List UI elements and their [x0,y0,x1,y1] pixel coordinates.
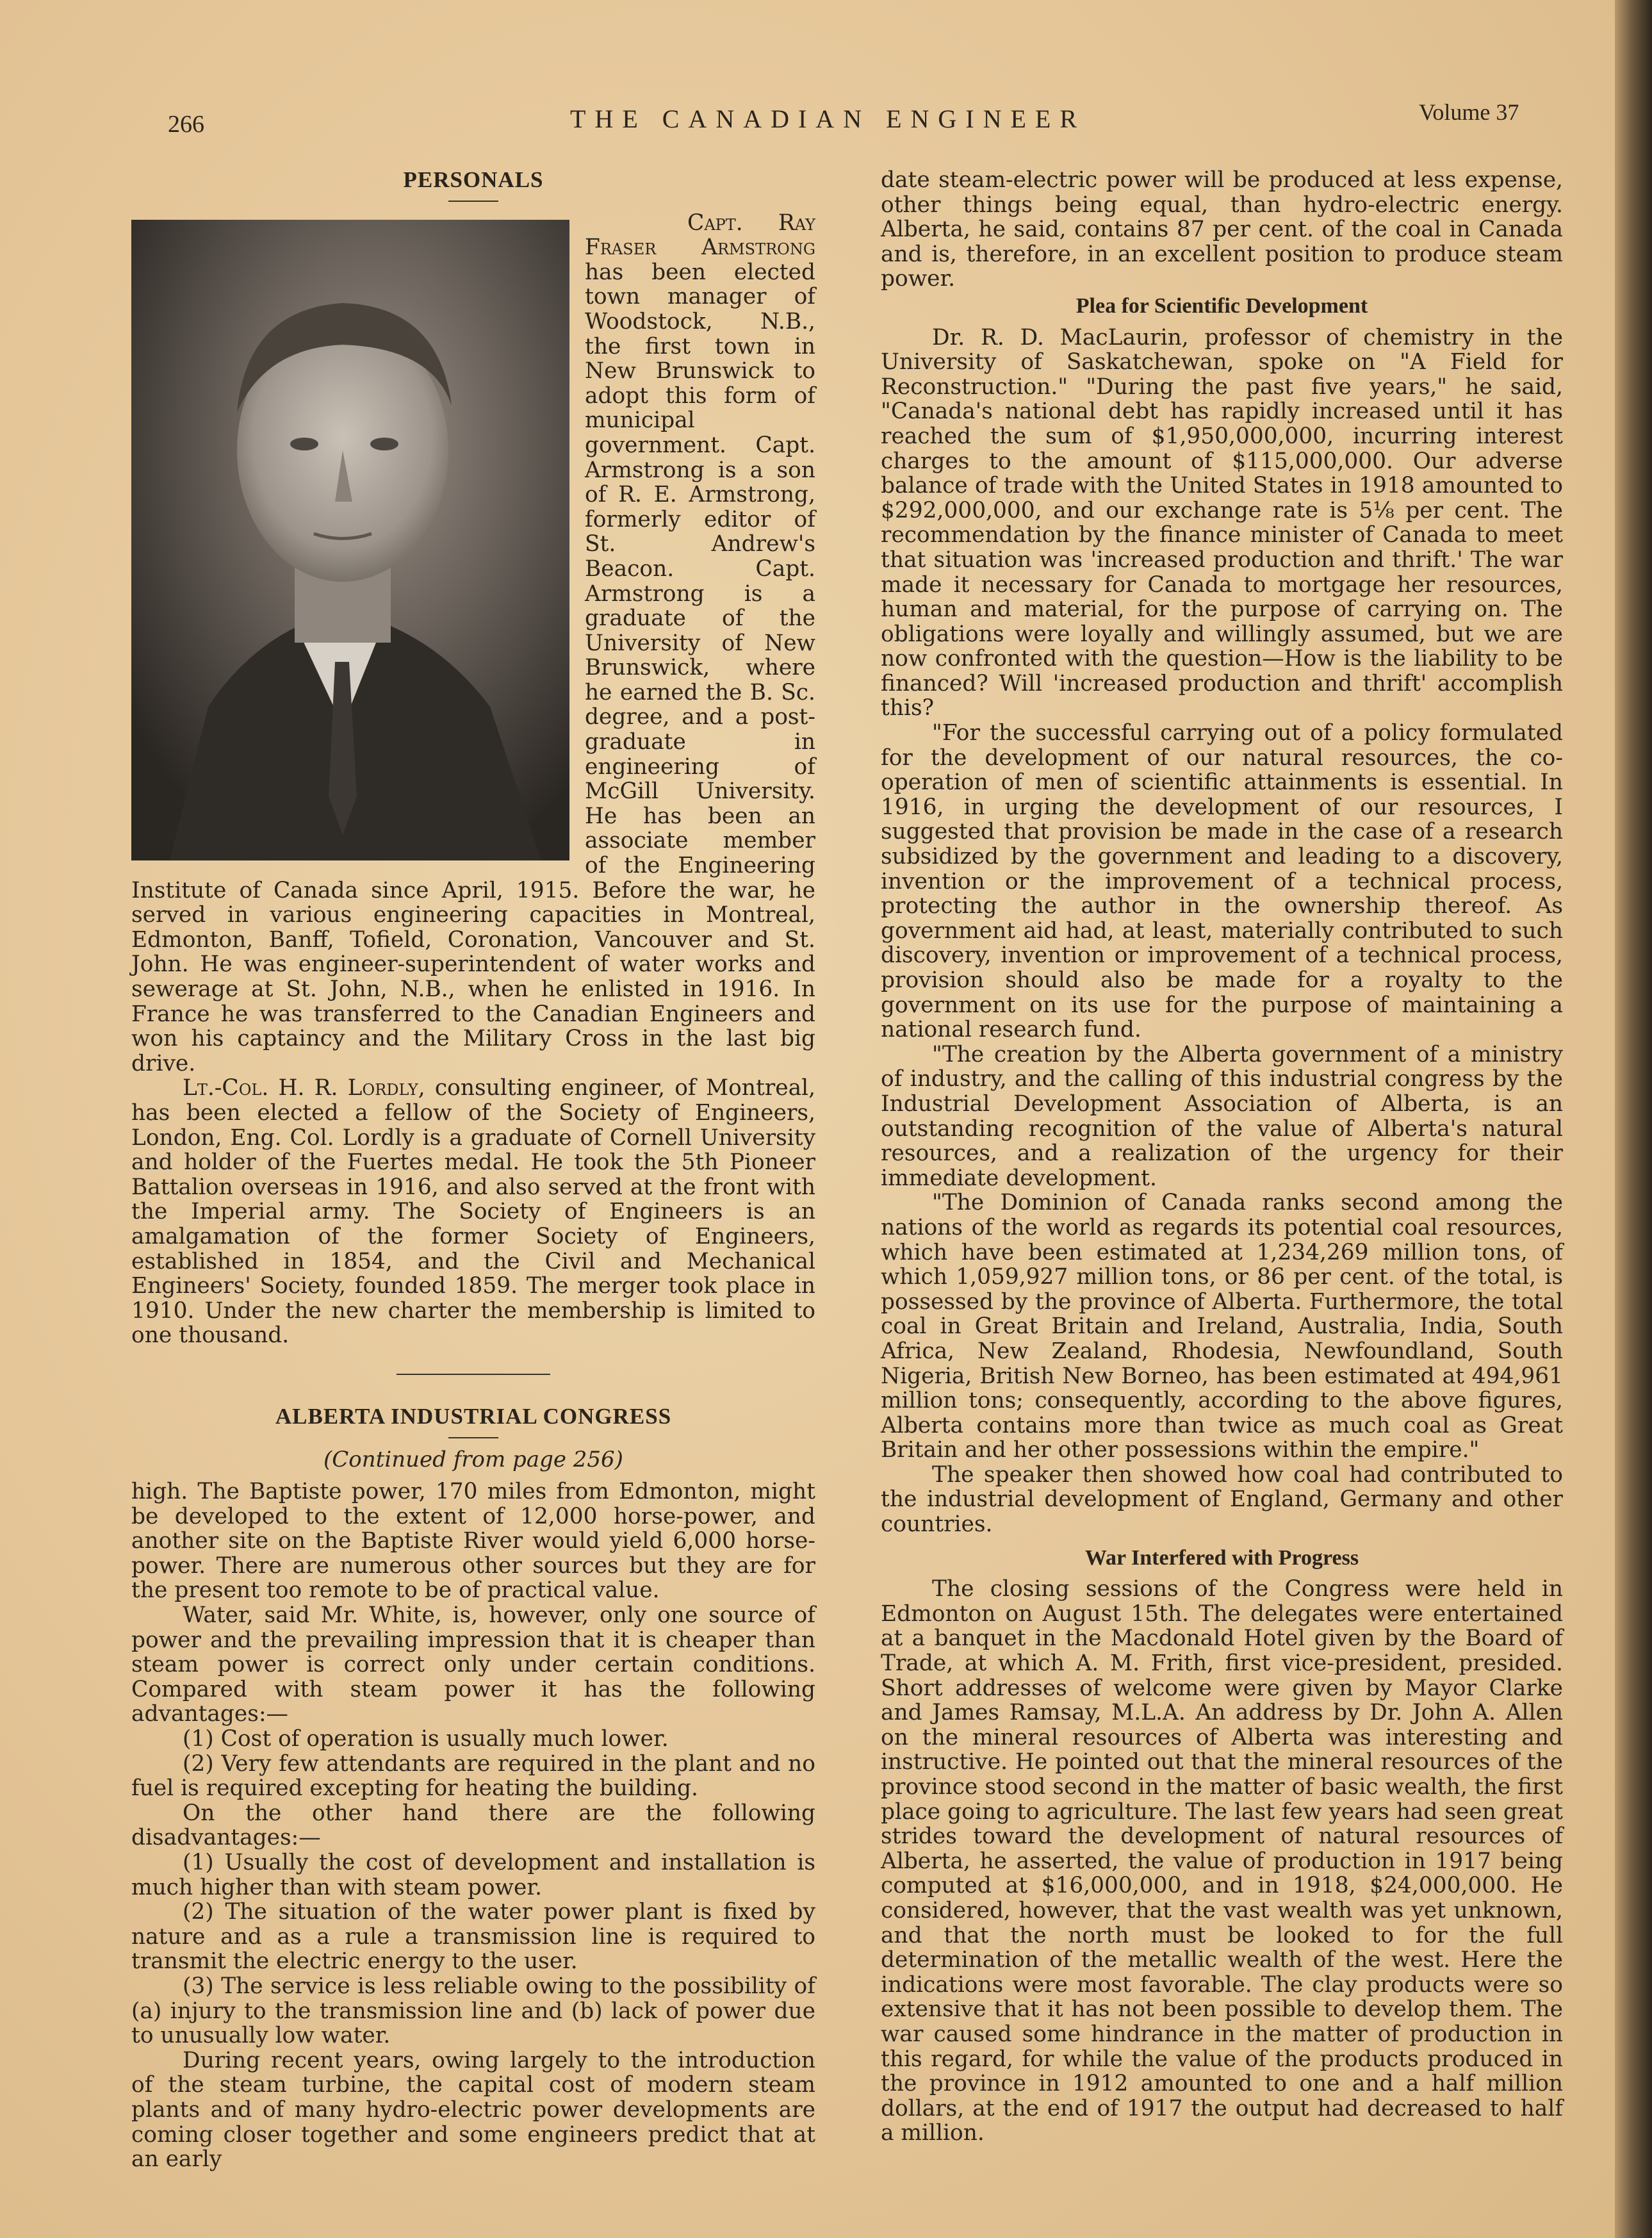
lordly-text: , consulting engineer, of Montreal, has been elected a fellow of the Society of Engineers, London, Eng. Col. Lordly is a graduate of Cornell University and holder of the Fuertes medal. He took the 5th Pioneer Battalion overseas in 1916, and also served at the front with the Imperial army. The Society of Engineers is an amalgamation of the former Society of Engineers, established in 1854, and the Civil and Mechanical Engineers' Society, founded 1859. The merger took place in 1910. Under the new charter the membership is limited to one thousand. [131,1075,816,1349]
paragraph: "The Dominion of Canada ranks second among the nations of the world as regards its potential coal resources, which have been estimated at 1,234,269 million tons, of which 1,059,927 million tons, or 86 per cent. of the total, is possessed by the province of Alberta. Furthermore, the total coal in Great Britain and Ireland, Australia, India, South Africa, New Zealand, Rhodesia, Newfoundland, South Nigeria, British New Borneo, has been estimated at 494,961 million tons; consequently, according to the above figures, Alberta contains more than twice as much coal as Great Britain and her other possessions within the empire." [881,1190,1563,1463]
lordly-name: Lt.-Col. H. R. Lordly [183,1075,418,1101]
advantage-item: (1) Cost of operation is usually much lower. [183,1726,669,1752]
portrait-photo [131,220,569,860]
book-binding-edge [1615,0,1652,2238]
section-divider [397,1374,550,1375]
journal-title: THE CANADIAN ENGINEER [570,104,1086,133]
paragraph: "For the successful carrying out of a policy formulated for the development of our natural resources, the co-operation of men of scientific attainments is essential. In 1916, in urging the development of our resources, I suggested that provision be made in the case of a research subsidized by the government and leading to a discovery, invention or the improvement of a technical process, protecting the author in the ownership thereof. As government aid had, at least, materially contributed to such discovery, invention or improvement of a technical process, provision should also be made for a royalty to the government on its use for the purpose of maintaining a national research fund. [881,720,1563,1043]
disadvantage-item: (1) Usually the cost of development and installation is much higher than with steam power. [131,1850,815,1900]
paragraph: Dr. R. D. MacLaurin, professor of chemistry in the University of Saskatchewan, spoke on "A Field for Reconstruction." "During the past five years," he said, "Canada's national debt has rapidly increased until it has reached the sum of $1,950,000,000, incurring interest charges to the amount of $115,000,000. Our adverse balance of trade with the United States in 1918 amounted to $292,000,000, and our exchange rate is 5⅛ per cent. The recommendation by the finance minister of Canada to meet that situation was 'increased production and thrift.' The war made it necessary for Canada to mortgage her resources, human and material, for the purpose of carrying on. The obligations were loyally and willingly assumed, but we are now confronted with the question—How is the liability to be financed? Will 'increased production and thrift' accomplish this? [881,324,1563,721]
right-column [881,168,1563,2146]
lordly-paragraph [131,1076,815,1348]
page-header [0,99,1576,142]
paragraph: high. The Baptiste power, 170 miles from Edmonton, might be developed to the extent of 12,000 horse-power, and another site on the Baptiste River would yield 6,000 horse-power. There are numerous other sources but they are for the present too remote to be of practical value. [131,1479,815,1604]
left-column [131,168,815,2172]
congress-heading: ALBERTA INDUSTRIAL CONGRESS [275,1403,672,1429]
portrait-illustration [131,220,569,860]
paragraph: On the other hand there are the following disadvantages:— [131,1800,815,1851]
armstrong-text: has been elected town manager of Woodstock, N.B., the first town in New Brunswick to adopt this form of municipal government. Capt. Armstrong is a son of R. E. Armstrong, formerly editor of St. Andrew's Beacon. Capt. Armstrong is a graduate of the University of New Brunswick, where he earned the B. Sc. degree, and a post-graduate in engineering of McGill University. He has been an associate member of the Engineering Institute of Canada since April, 1915. Before the war, he served in various engineering capacities in Montreal, Edmonton, Banff, Tofield, Coronation, Vancouver and St. John. He was engineer-superintendent of water works and sewerage at St. John, N.B., when he enlisted in 1916. In France he was transferred to the Canadian Engineers and won his captaincy and the Military Cross in the last big drive. [131,259,815,1076]
heading-rule [448,201,498,202]
paragraph: "The creation by the Alberta government of a ministry of industry, and the calling of this industrial congress by the Industrial Development Association of Alberta, is an outstanding recognition of the value of Alberta's natural resources, and a realization of the urgency for their immediate development. [881,1041,1563,1191]
paragraph: The closing sessions of the Congress were held in Edmonton on August 15th. The delegates were entertained at a banquet in the Macdonald Hotel given by the Board of Trade, at which A. M. Frith, first vice-president, presided. Short addresses of welcome were given by Mayor Clarke and James Ramsay, M.L.A. An address by Dr. John A. Allen on the mineral resources of Alberta was interesting and instructive. He pointed out that the mineral resources of the province stood second in the matter of basic wealth, the first place going to agriculture. The last few years had seen great strides toward the development of natural resources of Alberta, he asserted, the value of production in 1917 being computed at $16,000,000, and in 1918, $24,000,000. He considered, however, that the vast wealth was yet unknown, and that the north must be looked to for the full determination of the metallic wealth of the west. Here the indications were most favorable. The clay products were so extensive that it has not been possible to develop them. The war caused some hindrance in the matter of production in this regard, for while the value of the products produced in the province in 1912 amounted to one and a half million dollars, at the end of 1917 the output had decreased to half a million. [881,1576,1563,2146]
paragraph: The speaker then showed how coal had contributed to the industrial development of England, Germany and other countries. [881,1461,1563,1538]
heading-rule [448,1437,498,1438]
paragraph: During recent years, owing largely to the introduction of the steam turbine, the capital cost of modern steam plants and of many hydro-electric power developments are coming closer together and some engineers predict that at an early [131,2047,815,2173]
subheading: Plea for Scientific Development [1075,293,1368,318]
advantage-item: (2) Very few attendants are required in the plant and no fuel is required excepting for heating the building. [131,1750,815,1802]
continued-note: (Continued from page 256) [323,1446,623,1472]
volume-label: Volume 37 [1419,99,1519,125]
disadvantage-item: (3) The service is less reliable owing to the possibility of (a) injury to the transmission line and (b) lack of power due to unusually low water. [131,1973,815,2049]
subheading: War Interfered with Progress [1084,1545,1359,1570]
page-number: 266 [168,111,204,138]
paragraph: Water, said Mr. White, is, however, only one source of power and the prevailing impression that it is cheaper than steam power is correct only under certain conditions. Compared with steam power it has the following advantages:— [131,1602,815,1727]
disadvantage-item: (2) The situation of the water power plant is fixed by nature and as a rule a transmission line is required to transmit the electric energy to the user. [131,1899,815,1975]
paragraph: date steam-electric power will be produced at less expense, other things being equal, than hydro-electric energy. Alberta, he said, contains 87 per cent. of the coal in Canada and is, therefore, in an excellent position to produce steam power. [881,167,1563,292]
personals-heading: PERSONALS [403,167,544,192]
armstrong-name: Capt. Ray Fraser Armstrong [585,210,815,261]
